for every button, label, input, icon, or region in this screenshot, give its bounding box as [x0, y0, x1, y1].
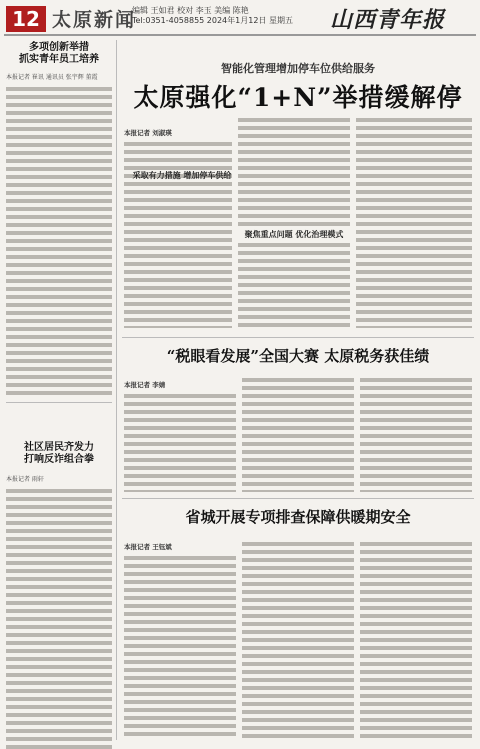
main-subhead-2: 采取有力措施 增加停车供给 — [132, 171, 232, 180]
left-bottom-title-line1: 社区居民齐发力 — [24, 442, 94, 453]
heating-body-col1 — [124, 554, 236, 738]
main-body-col2b — [238, 241, 350, 328]
tax-body-col2 — [242, 376, 354, 492]
main-body-col3 — [356, 116, 472, 328]
page-number: 12 — [6, 6, 46, 32]
left-bottom-body — [6, 487, 112, 749]
masthead-rule — [4, 34, 476, 36]
tax-reporter: 本报记者 李婧 — [124, 381, 166, 389]
date-line: Tel:0351-4058855 2024年1月12日 星期五 — [132, 16, 293, 25]
tax-body-col1 — [124, 392, 236, 492]
masthead-credits — [132, 6, 293, 26]
left-top-title-line1: 多项创新举措 — [29, 42, 89, 53]
left-bottom-byline: 本报记者 雨轩 — [6, 476, 44, 483]
heating-reporter: 本报记者 王钰斌 — [124, 543, 172, 551]
main-body-col1 — [124, 140, 232, 328]
main-headline: 太原强化“1+N”举措缓解停 — [133, 83, 463, 112]
left-top-byline: 本报记者 崔讯 通讯员 张宇辉 董霞 — [6, 74, 98, 81]
main-divider — [122, 337, 474, 338]
left-bottom-title-line2: 打响反诈组合拳 — [24, 454, 94, 465]
left-top-title-line2: 抓实青年员工培养 — [19, 54, 99, 65]
left-top-body — [6, 85, 112, 399]
main-subhead-1: 聚焦重点问题 优化治理模式 — [244, 230, 344, 239]
left-top-story — [6, 42, 112, 402]
heating-body-col3 — [360, 540, 472, 738]
left-bottom-story — [6, 408, 112, 738]
left-divider — [6, 402, 112, 403]
section-title: 太原新闻 — [52, 9, 137, 31]
main-body-col2a — [238, 116, 350, 226]
tax-divider — [122, 498, 474, 499]
main-kicker: 智能化管理增加停车位供给服务 — [221, 62, 375, 75]
heating-body-col2 — [242, 540, 354, 738]
tax-headline: “税眼看发展”全国大赛 太原税务获佳绩 — [166, 347, 430, 365]
heating-headline: 省城开展专项排查保障供暖期安全 — [185, 508, 411, 526]
column-divider — [116, 40, 117, 740]
newspaper-logo: 山西青年报 — [330, 7, 446, 33]
tax-body-col3 — [360, 376, 472, 492]
credits-line: 编辑 王如君 校对 李玉 美编 陈艳 — [132, 6, 249, 15]
main-reporter: 本报记者 刘淑瑛 — [124, 129, 172, 137]
